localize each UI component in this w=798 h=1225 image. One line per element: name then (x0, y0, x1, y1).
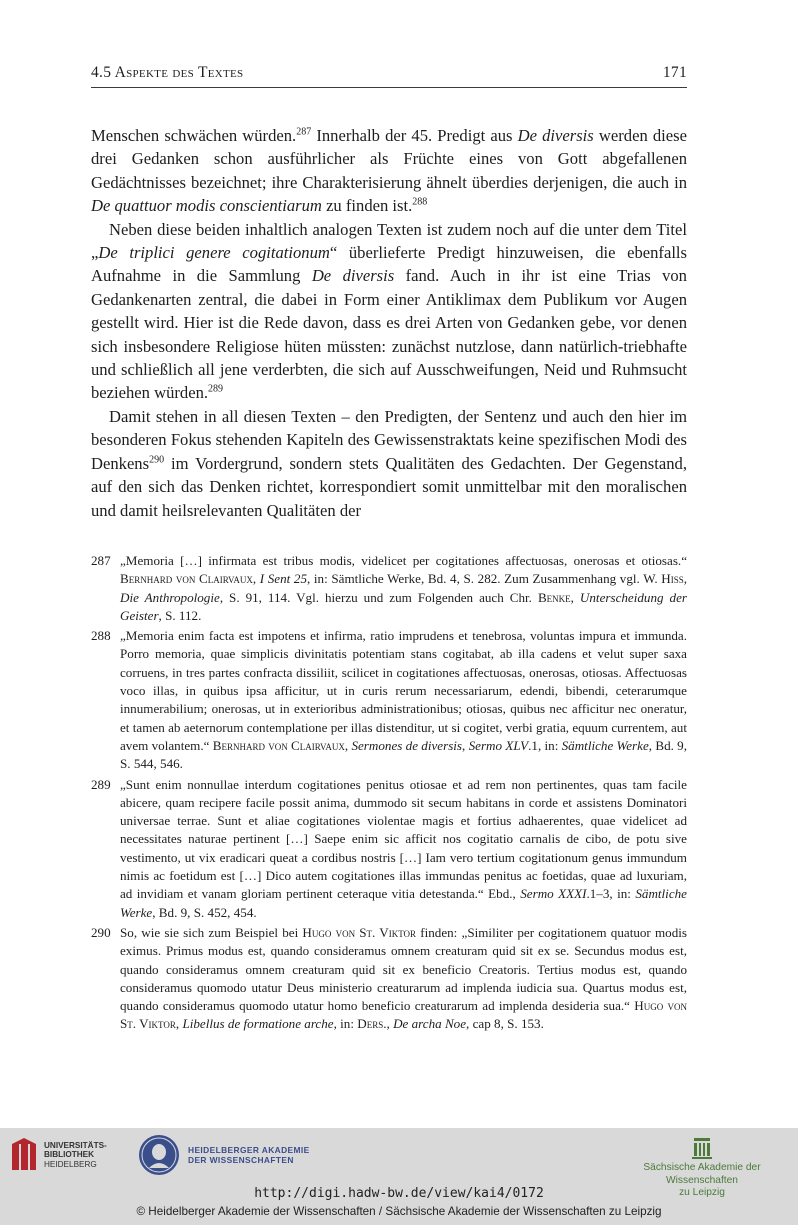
running-head (91, 64, 687, 88)
building-icon (691, 1136, 713, 1160)
text-run-italic: De diversis (311, 266, 395, 286)
footer-bar (0, 1128, 798, 1225)
text-run: , in: (333, 1016, 358, 1032)
text-run-italic: Sermones de diversis (351, 737, 463, 753)
ub-logo-icon (10, 1138, 38, 1172)
text-run: fand. Auch in ihr ist eine Trias von Gedankenarten zentral, die dabei in Form einer Antiklimax dem Publikum vor Augen gestellt wird. Hier ist die Rede davon, dass es drei Arten von Gedanken gebe, vor denen sich insbesondere Religiose hüten müssten: zunächst nutzlose, dann natürlich-triebhafte und schließlich all jene verderbten, die sich auf Ausschweifungen, Neid und Ruhmsucht beziehen würden. (91, 266, 687, 403)
text-run-italic: De triplici genere cogitationum (98, 243, 330, 263)
text-run: Damit stehen in all diesen Texten – den Predigten, der Sentenz und auch den hier im besonderen Fokus stehenden Kapiteln des Gewissenstraktats keine spezifischen Modi des Denkens (91, 406, 687, 473)
text-run-italic: Sämtliche Werke (561, 737, 649, 753)
paragraph (91, 124, 687, 218)
text-run: , (175, 1016, 183, 1032)
paragraph (91, 405, 687, 522)
text-run: , (683, 571, 687, 587)
author-name: Hiss (661, 571, 684, 587)
text-run: , in: Sämtliche Werke, Bd. 4, S. 282. Zum Zusammenhang vgl. W. (307, 571, 662, 587)
text-run: Menschen schwächen würden. (91, 126, 297, 145)
text-run: , (462, 737, 469, 753)
text-run-italic: Libellus de formatione arche (182, 1016, 334, 1032)
footnote (91, 924, 687, 1034)
author-name: Hugo von St. Viktor (302, 924, 417, 940)
text-run: , Bd. 9, S. 544, 546. (120, 737, 687, 772)
text-run-italic: De archa Noe (393, 1016, 467, 1032)
text-run: , (386, 1016, 394, 1032)
text-run: zu finden ist. (321, 196, 413, 216)
author-name: Ders. (357, 1016, 387, 1032)
saw-line: Sächsische Akademie der Wissenschaften (643, 1162, 761, 1186)
footnote (91, 627, 687, 773)
footnote-ref-289[interactable]: 289 (208, 383, 224, 395)
text-run: „Memoria […] infirmata est tribus modis, videlicet per cogitationes affectuosas, onerosas et otiosas.“ (120, 553, 687, 568)
author-name: Bernhard von Clairvaux (212, 737, 345, 753)
text-run: im Vordergrund, sondern stets Qualitäten des Gedachten. Der Gegenstand, auf den sich das Denken richtet, korrespondiert somit unmittelbar mit den moralischen und damit heilsrelevanten Qualitäten der (91, 453, 687, 520)
section-title: 4.5 Aspekte des Textes (91, 64, 244, 81)
text-run-italic: Unterscheidung der Geister (120, 589, 687, 623)
body-text (91, 124, 687, 522)
paragraph (91, 218, 687, 405)
text-run: , Bd. 9, S. 452, 454. (152, 904, 257, 920)
text-run: , S. 112. (158, 607, 202, 623)
footnote-text (120, 552, 687, 625)
text-run: So, wie sie sich zum Beispiel bei (120, 924, 303, 940)
text-run: werden diese drei Gedanken schon ausführlicher als Früchte eines von Gott abgefallenen Gedächtnisses bezeichnet; ihre Charakterisierung ähnelt überdies derjenigen, die auch in (91, 126, 687, 192)
text-run: , (252, 571, 260, 587)
text-run-italic: Sermo XXXI (520, 886, 587, 902)
footnote-ref-290[interactable]: 290 (149, 454, 165, 466)
hadw-logo[interactable] (138, 1134, 310, 1176)
saw-line: zu Leipzig (679, 1187, 725, 1198)
copyright-notice: © Heidelberger Akademie der Wissenschaften / Sächsische Akademie der Wissenschaften zu Leipzig (136, 1205, 662, 1218)
seal-icon (138, 1134, 180, 1176)
hadw-logo-text (188, 1145, 310, 1166)
text-run: , (570, 589, 580, 605)
text-run: „Memoria enim facta est impotens et infirma, ratio imprudens et tenebrosa, voluntas impura et immunda. Porro memoria, quae simplicis divinitatis potentiam stans cogitabat, ab illa cadens et velut super saxa corruens, in tres partes confracta dissiliit, scilicet in cogitationes affectuosas, onerosas, otiosas. Affectuosas voco illas, in quibus ipsa afficitur, ut in curis rerum necessariarum, edendi, bibendi, ceterarumque innumerabilium; onerosas, ut in exterioribus administrationibus; otiosas, quibus nec afficitur nec oneratur, et tamen ab aeternorum contemplatione per illas distenditur, ut si cogitet, verbi gratia, equum currentem, aut avem volantem.“ (120, 628, 687, 753)
text-run: finden: „Similiter per cogitationem quatuor modis eximus. Primus modus est, quando consideramus omnem creaturam quid sit ex se. Secundus modus est, quando consideramus omnem creaturam quid sit ex beneficio Creatoris. Tertius modus est, quando consideramus quomodo utatur Deus ministerio creaturarum ad implenda iudicia sua. Quartus modus est, quando consideramus quomodo utatur homo beneficio creaturarum ad implenda desideria sua.“ (120, 924, 687, 1014)
text-run-italic: I Sent 25 (259, 571, 307, 587)
text-run: , cap 8, S. 153. (466, 1016, 544, 1032)
hadw-line: HEIDELBERGER AKADEMIE (188, 1144, 310, 1155)
text-run: „Sunt enim nonnullae interdum cogitationes penitus otiosae et ad rem non pertinentes, quas tam facile abicere, quam recipere facile possit anima, dummodo sit secum habitans in corde et assistens Dominatori universae terrae. Sunt et aliae cogitationes violentae magis et fortius adhaerentes, quae videlicet ad necessitates naturae pertinent […] Saepe enim sic afficit nos cogitatio carnalis de cibo, de potu sive vestimento, ut vix eradicari queat a cordibus nostris […] Iam vero tertium cogitationum genus immundum nimis ac foetidum est […] Dico autem cogitationes illas immundas penitus ac foetidas, quae ad luxuriam, ad invidiam et vanam gloriam pertinent ceteraque vitia detestanda.“ Ebd., (120, 776, 687, 902)
text-run-italic: Sämtliche Werke (120, 886, 687, 920)
text-run-italic: Die Anthropologie (120, 589, 220, 605)
text-run: Innerhalb der 45. Predigt aus (311, 126, 518, 145)
text-run-italic: Sermo XLV (468, 737, 529, 753)
ub-line: UNIVERSITÄTS- (44, 1140, 107, 1150)
author-name: Hugo von St. Viktor (120, 998, 687, 1032)
footnote-ref-287[interactable]: 287 (296, 126, 312, 138)
footnote-text (120, 776, 687, 922)
permalink-link[interactable]: http://digi.hadw-bw.de/view/kai4/0172 (254, 1186, 544, 1201)
text-run: .1–3, in: (586, 886, 636, 902)
text-run: “ überlieferte Predigt hinzuweisen, die ebenfalls Aufnahme in die Sammlung (91, 243, 688, 286)
text-run: , (344, 737, 352, 753)
text-run: .1, in: (528, 737, 562, 753)
footnote-text (120, 627, 687, 773)
hadw-line: DER WISSENSCHAFTEN (188, 1155, 294, 1165)
footnote-number: 289 (91, 776, 111, 792)
footnote (91, 552, 687, 625)
footnote (91, 776, 687, 922)
page-number: 171 (662, 64, 687, 81)
footnote-number: 290 (91, 924, 111, 940)
text-run: Neben diese beiden inhaltlich analogen Texten ist zudem noch auf die unter dem Titel „ (91, 219, 687, 263)
text-run-italic: De diversis (517, 126, 594, 145)
footnote-ref-288[interactable]: 288 (412, 196, 428, 208)
permalink-url (0, 1186, 798, 1201)
ub-line: BIBLIOTHEK (44, 1150, 95, 1160)
author-name: Benke (537, 589, 571, 605)
text-run: , S. 91, 114. Vgl. hierzu und zum Folgenden auch Chr. (219, 589, 538, 605)
footnotes (91, 552, 687, 1036)
ub-line: HEIDELBERG (44, 1159, 97, 1169)
footnote-text (120, 924, 687, 1034)
ub-logo-text (44, 1141, 107, 1169)
text-run-italic: De quattuor modis conscientiarum (91, 196, 322, 216)
footnote-number: 288 (91, 628, 111, 644)
author-name: Bernhard von Clairvaux (120, 571, 253, 587)
ub-heidelberg-logo[interactable] (10, 1138, 107, 1172)
footnote-number: 287 (91, 553, 111, 568)
